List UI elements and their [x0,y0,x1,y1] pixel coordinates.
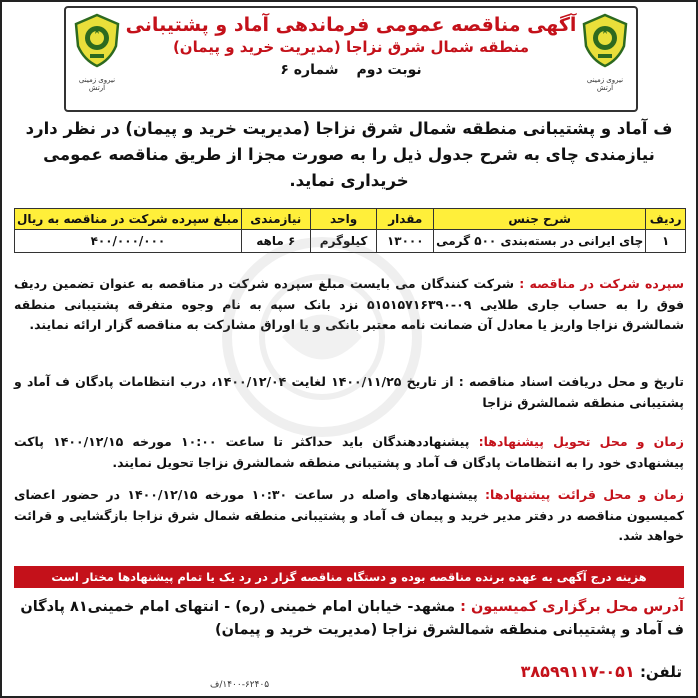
delivery-text: پیشنهاددهندگان باید حداکثر تا ساعت ۱۰:۰۰ مورخه ۱۴۰۰/۱۲/۱۵ پاکت پیشنهادی خود را به انتظامات پادگان ف آماد و پشتیبانی منطقه شمالشرق نزاجا تحویل نمایند. [14,434,684,470]
round-label: نوبت دوم [356,62,422,78]
logo-caption-left: نیروی زمینی ارتش [78,76,116,92]
number-label: شماره ۶ [280,62,339,78]
col-qty: مقدار [377,209,434,230]
deposit-label: سپرده شرکت در مناقصه : [519,276,685,291]
address-block [14,596,684,642]
deposit-text: شرکت کنندگان می بایست مبلغ سپرده شرکت در مناقصه به عنوان تضمین ردیف فوق را به حساب جاری طلایی ۰۹-۵۱۵۱۵۷۱۶۳۹۰ نزد بانک سپه به نام وجوه متفرقه پشتیبانی منطقه شمالشرق نزاجا واریز یا معادل آن ضمانت نامه معتبر بانکی و یا اوراق مشارکت به مناقصه گزار ارائه نمایند. [14,276,684,332]
col-unit: واحد [310,209,377,230]
delivery-section [14,432,684,473]
cell-qty: ۱۳۰۰۰ [377,230,434,253]
opening-text: پیشنهادهای واصله در ساعت ۱۰:۳۰ مورخه ۱۴۰۰/۱۲/۱۵ در حضور اعضای کمیسیون مناقصه در دفتر مدیر خرید و پیمان ف آماد و پشتیبانی منطقه شمال شرق نزاجا بازگشایی و قرائت خواهد شد. [14,487,684,543]
address-text: مشهد- خیابان امام خمینی (ره) - انتهای امام خمینی۸۱ پادگان ف آماد و پشتیبانی منطقه شمالشرق نزاجا (مدیریت خرید و پیمان) [20,599,684,638]
army-emblem-left [70,12,124,92]
col-amount: مبلغ سپرده شرکت در مناقصه به ریال [15,209,242,230]
army-emblem-right [578,12,632,92]
table-row [15,230,686,253]
col-desc: شرح جنس [434,209,646,230]
page-subtitle: منطقه شمال شرق نزاجا (مدیریت خرید و پیمان) [172,38,530,56]
phone-number: ۰۵۱-۳۸۵۹۹۱۱۷ [520,662,635,681]
header-box [64,6,638,112]
page-title: آگهی مناقصه عمومی فرماندهی آماد و پشتیبانی [125,14,577,36]
col-need: نیازمندی [241,209,310,230]
cell-need: ۶ ماهه [241,230,310,253]
army-emblem-icon [578,12,632,70]
docs-section [14,372,684,413]
col-row: ردیف [646,209,686,230]
opening-section [14,485,684,547]
cell-amount: ۴۰۰/۰۰۰/۰۰۰ [15,230,242,253]
items-table [14,208,686,253]
logo-caption-right: نیروی زمینی ارتش [586,76,624,92]
deposit-section [14,274,684,336]
address-label: آدرس محل برگزاری کمیسیون : [460,599,684,615]
delivery-label: زمان و محل تحویل پیشنهادها: [478,434,684,449]
army-emblem-icon [70,12,124,70]
cell-unit: کیلوگرم [310,230,377,253]
phone-label: تلفن: [639,663,682,681]
cost-note-banner: هزینه درج آگهی به عهده برنده مناقصه بوده و دستگاه مناقصه گزار در رد یک یا تمام پیشنهادها مختار است [14,566,684,588]
cell-desc: چای ایرانی در بسته‌بندی ۵۰۰ گرمی [434,230,646,253]
intro-paragraph: ف آماد و پشتیبانی منطقه شمال شرق نزاجا (مدیریت خرید و پیمان) در نظر دارد نیازمندی چای به شرح جدول ذیل را به صورت مجزا از طریق مناقصه عمومی خریداری نماید. [25,119,673,190]
phone-line [521,662,682,681]
cell-row: ۱ [646,230,686,253]
round-and-number [66,62,636,78]
ad-code: ۱۴۰۰-۶۲۴۰۵/ف [210,680,270,690]
docs-text: تاریخ و محل دریافت اسناد مناقصه : از تاریخ ۱۴۰۰/۱۱/۲۵ لغایت ۱۴۰۰/۱۲/۰۴، درب انتظامات پادگان ف آماد و پشتیبانی منطقه شمالشرق نزاجا [14,374,684,410]
opening-label: زمان و محل قرائت پیشنهادها: [485,487,684,502]
table-header-row [15,209,686,230]
